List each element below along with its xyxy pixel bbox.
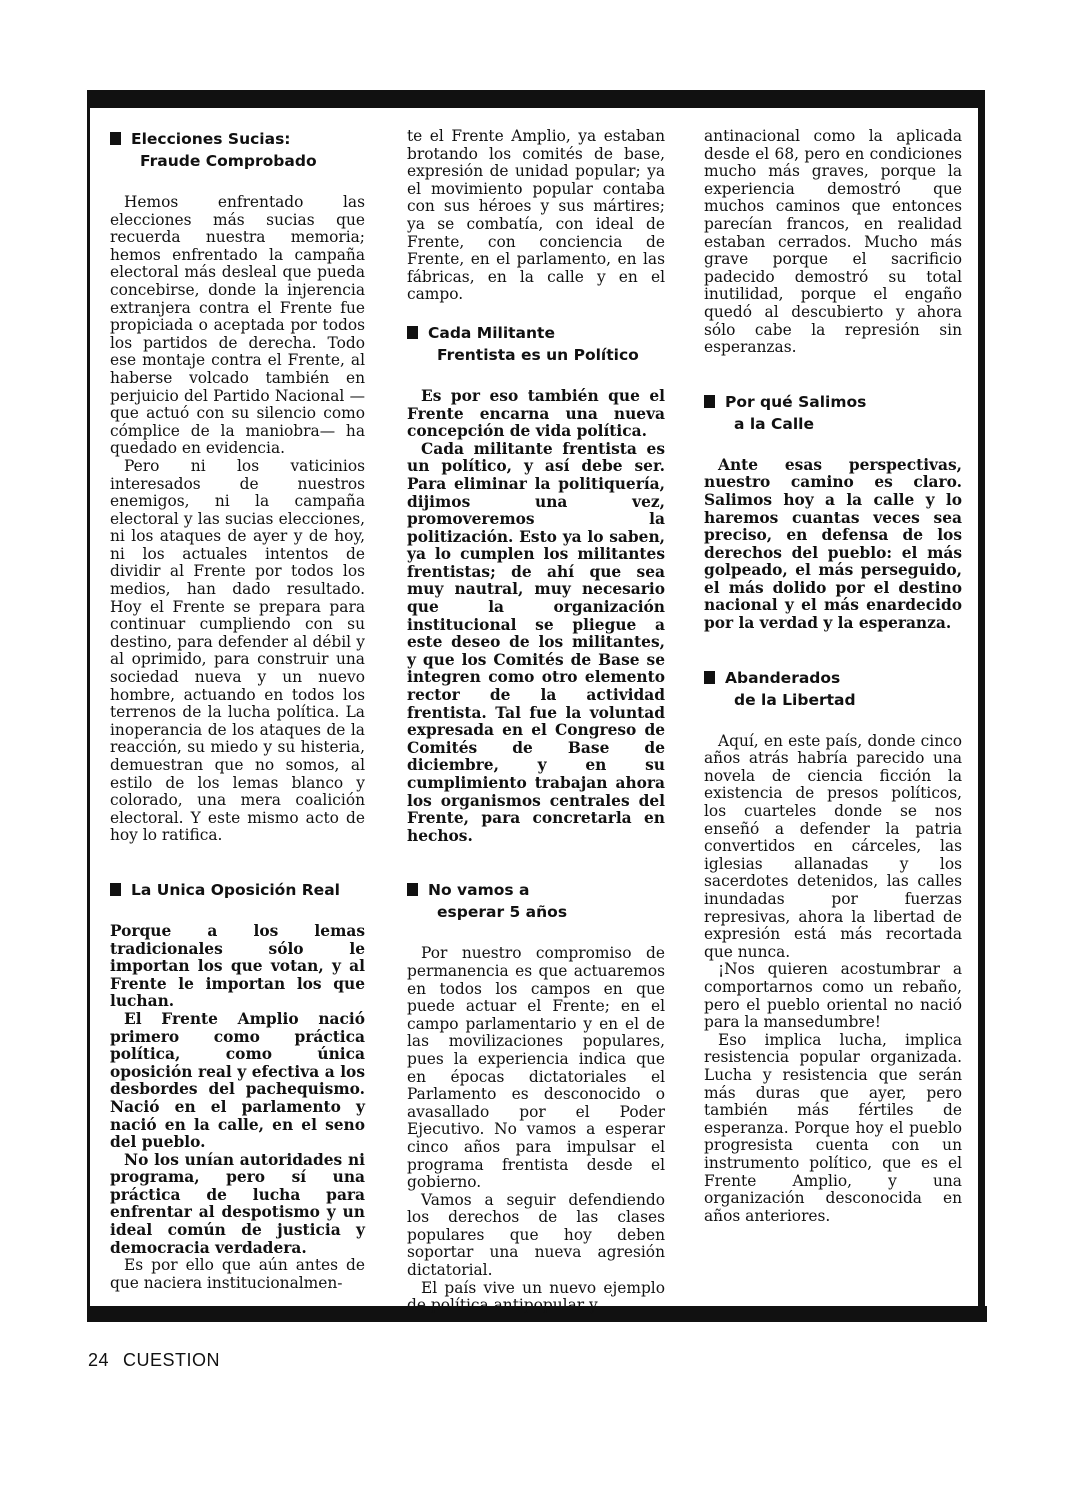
paragraph: Pero ni los vaticinios interesados de nuestros enemigos, ni la campaña electoral y las sucias elecciones, ni los ataques de ayer y de hoy, ni los actuales intentos de dividir al Frente por todos los medios, han dado resultado. Hoy el Frente se prepara para continuar cumpliendo con su destino, para defender al débil y al oprimido, para construir una sociedad nueva y un nuevo hombre, actuando en todos los terrenos de la lucha política. La inoperancia de los ataques de la reacción, su miedo y su histeria, demuestran que no somos, al estilo de los lemas blanco y colorado, una mera coalición electoral. Y este mismo acto de hoy lo ratifica. bbox=[110, 456, 365, 845]
heading-no-vamos-a-esperar: No vamos a esperar 5 años bbox=[407, 879, 665, 923]
bullet-square-icon bbox=[110, 132, 121, 145]
paragraph: El país vive un nuevo ejemplo de política antipopular y bbox=[407, 1278, 665, 1315]
paragraph: Eso implica lucha, implica resistencia popular organizada. Lucha y resistencia que serán más duras que ayer, pero también más fértiles de esperanza. Porque hoy el pueblo progresista cuenta con un instrumento político, que es el Frente Amplio, y una organización desconocida en años anteriores. bbox=[704, 1030, 962, 1225]
paragraph: antinacional como la aplicada desde el 68, pero en condiciones mucho más graves, porque la experiencia demostró que muchos caminos que entonces parecían francos, en realidad estaban cerrados. Mucho más grave porque el sacrificio padecido demostró su total inutilidad, porque el engaño quedó al descubierto y ahora sólo cabe la represión sin esperanzas. bbox=[704, 127, 962, 357]
heading-cada-militante: Cada Militante Frentista es un Político bbox=[407, 322, 665, 366]
paragraph-bold: No los unían autoridades ni programa, pero sí una práctica de lucha para enfrentar al despotismo y un ideal común de justicia y democracia verdadera. bbox=[110, 1150, 365, 1257]
paragraph: Por nuestro compromiso de permanencia es que actuaremos en todos los campos en que puede actuar el Frente; en el campo parlamentario y en el de las movilizaciones populares, pues la experiencia indica que en épocas dictatoriales el Parlamento es desconocido o avasallado por el Poder Ejecutivo. No vamos a esperar cinco años para impulsar el programa frentista desde el gobierno. bbox=[407, 944, 665, 1192]
frame-right-bar bbox=[978, 90, 985, 1322]
page-footer bbox=[88, 1350, 220, 1371]
heading-unica-oposicion: La Unica Oposición Real bbox=[110, 879, 365, 901]
bullet-square-icon bbox=[407, 326, 418, 339]
heading-por-que-salimos: Por qué Salimos a la Calle bbox=[704, 391, 962, 435]
paragraph: Vamos a seguir defendiendo los derechos de las clases populares que hoy deben soportar una nueva agresión dictatorial. bbox=[407, 1190, 665, 1280]
bullet-square-icon bbox=[110, 883, 121, 896]
column-1 bbox=[110, 128, 365, 1292]
magazine-name: CUESTION bbox=[123, 1350, 221, 1370]
column-2 bbox=[407, 128, 665, 1315]
paragraph-bold: Cada militante frentista es un político, y así debe ser. Para eliminar la politiquería, dijimos una vez, promoveremos la politización. Esto ya lo saben, ya lo cumplen los militantes frentistas; de ahí que sea muy nautral, muy necesario que la organización institucional se pliegue a este deseo de los militantes, y que los Comités de Base se integren como otro elemento rector de la actividad frentista. Tal fue la voluntad expresada en el Congreso de Comités de Base de diciembre, y en su cumplimiento trabajan ahora los organismos centrales del Frente, para concretarla en hechos. bbox=[407, 439, 665, 845]
frame-top-bar bbox=[87, 90, 983, 108]
bullet-square-icon bbox=[407, 883, 418, 896]
bullet-square-icon bbox=[704, 395, 715, 408]
heading-abanderados: Abanderados de la Libertad bbox=[704, 667, 962, 711]
paragraph-bold: El Frente Amplio nació primero como práctica política, como única oposición real y efectiva a los desbordes del pachequismo. Nació en el parlamento y nació en la calle, en el seno del pueblo. bbox=[110, 1009, 365, 1152]
paragraph: Es por ello que aún antes de que naciera institucionalmen- bbox=[110, 1256, 365, 1292]
column-3 bbox=[704, 128, 962, 1225]
heading-elecciones-sucias: Elecciones Sucias: Fraude Comprobado bbox=[110, 128, 365, 172]
paragraph-bold: Ante esas perspectivas, nuestro camino es claro. Salimos hoy a la calle y lo haremos cuantas veces sea preciso, en defensa de los derechos del pueblo: el más golpeado, el más perseguido, el más dolido por el destino nacional y el más enardecido por la verdad y la esperanza. bbox=[704, 455, 962, 633]
bullet-square-icon bbox=[704, 671, 715, 684]
paragraph-bold: Es por eso también que el Frente encarna una nueva concepción de vida política. bbox=[407, 386, 665, 441]
paragraph: Hemos enfrentado las elecciones más sucias que recuerda nuestra memoria; hemos enfrentado la campaña electoral más desleal que pueda concebirse, donde la injerencia extranjera contra el Frente fue propiciada o aceptada por todos los partidos de derecha. Todo ese montaje contra el Frente, al haberse volcado también en perjuicio del Partido Nacional —que actuó con su silencio como cómplice de la maniobra— ha quedado en evidencia. bbox=[110, 193, 365, 458]
paragraph: Aquí, en este país, donde cinco años atrás habría parecido una novela de ciencia ficción la existencia de presos políticos, los cuarteles donde se nos enseñó a defender la patria convertidos en cárceles, las iglesias allanadas y los sacerdotes detenidos, las calles inundadas por fuerzas represivas, ahora la libertad de expresión está más recortada que nunca. bbox=[704, 731, 962, 961]
paragraph: te el Frente Amplio, ya estaban brotando los comités de base, expresión de unidad popular; ya el movimiento popular contaba con sus héroes y sus mártires; ya se combatía, con ideal de Frente, con conciencia de Frente, en el parlamento, en las fábricas, en la calle y en el campo. bbox=[407, 127, 665, 304]
paragraph: ¡Nos quieren acostumbrar a comportarnos como un rebaño, pero el pueblo oriental no nació para la mansedumbre! bbox=[704, 960, 962, 1032]
paragraph-bold: Porque a los lemas tradicionales sólo le importan los que votan, y al Frente le importan los que luchan. bbox=[110, 921, 365, 1011]
frame-left-bar bbox=[87, 90, 90, 1322]
page-number: 24 bbox=[88, 1350, 110, 1370]
